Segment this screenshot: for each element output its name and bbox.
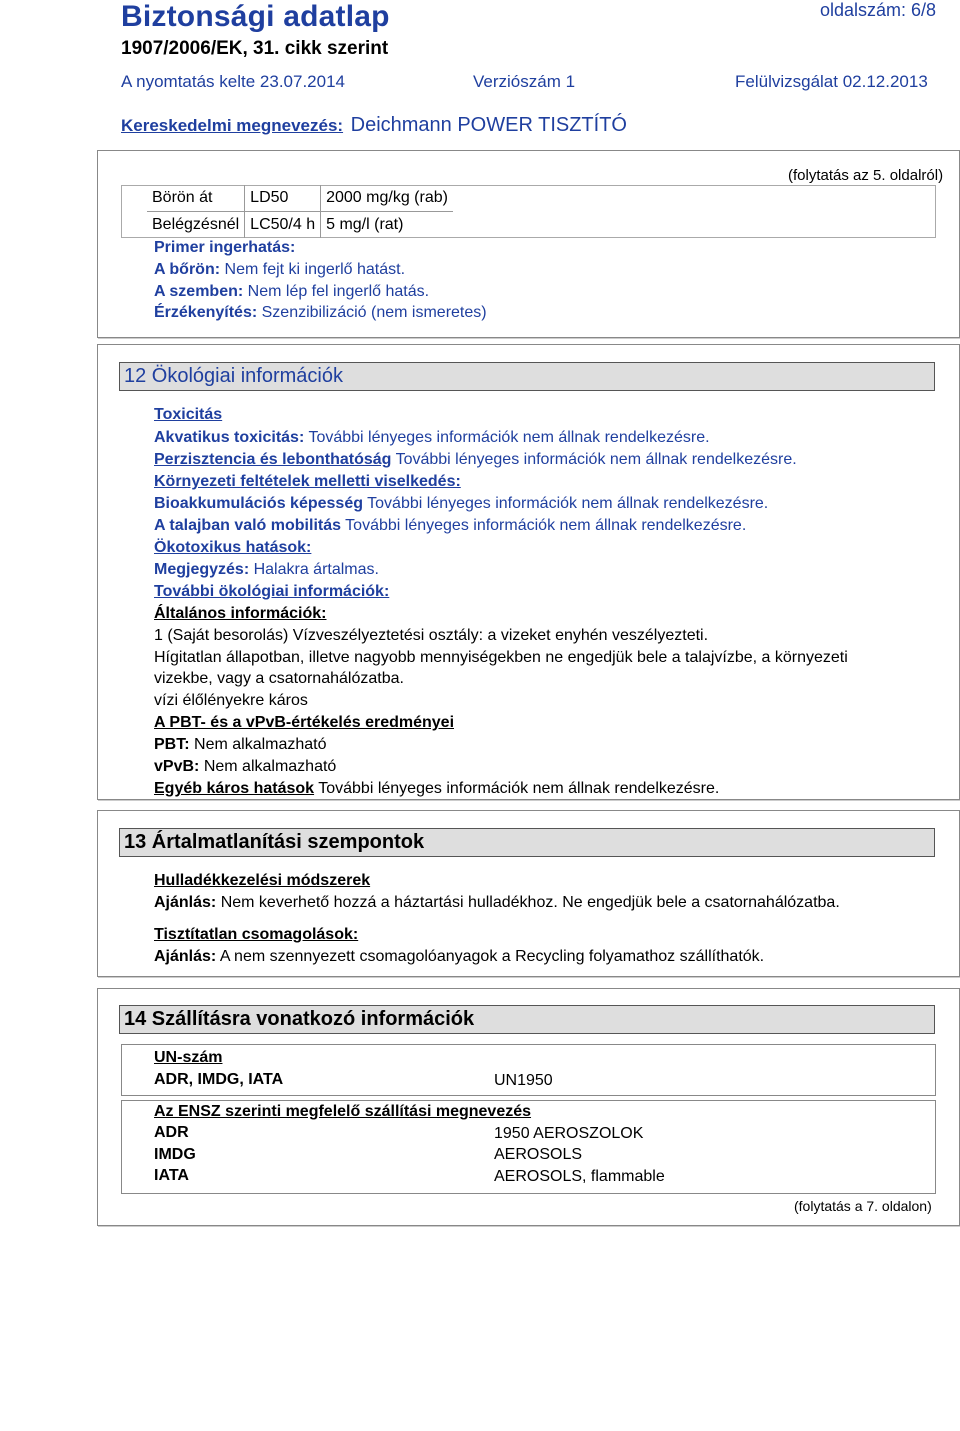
tox-route: Belégzésnél	[147, 212, 245, 239]
continued-from: (folytatás az 5. oldalról)	[788, 167, 944, 184]
recommendation-2-label: Ajánlás:	[154, 948, 217, 965]
table-row	[147, 185, 453, 212]
other-effects-label: Egyéb káros hatások	[154, 780, 315, 797]
vpvb-label: vPvB:	[154, 758, 200, 775]
bioaccumulation-line	[154, 495, 768, 513]
tox-route: Börön át	[147, 185, 245, 212]
un-number-value: UN1950	[494, 1072, 553, 1089]
un-number-label: UN-szám	[154, 1049, 223, 1066]
revision-date: Felülvizsgálat 02.12.2013	[735, 72, 928, 91]
general-info-line-4: vízi élőlényekre káros	[154, 692, 308, 709]
pbt-label: PBT:	[154, 736, 190, 753]
skin-label: A bőrön:	[154, 261, 221, 278]
trade-name-line	[121, 114, 627, 137]
section-12-heading: 12 Ökológiai információk	[119, 362, 935, 391]
eye-label: A szemben:	[154, 283, 244, 300]
further-eco-info-label: További ökológiai információk:	[154, 583, 390, 600]
recommendation-2-line	[154, 948, 764, 966]
skin-line	[154, 261, 405, 279]
continued-on: (folytatás a 7. oldalon)	[794, 1198, 932, 1214]
aquatic-label: Akvatikus toxicitás:	[154, 429, 305, 446]
eye-line	[154, 283, 429, 301]
pbt-line	[154, 736, 327, 754]
page-number: oldalszám: 6/8	[820, 0, 937, 20]
aquatic-text: További lényeges információk nem állnak rendelkezésre.	[308, 429, 710, 446]
aquatic-toxicity-line	[154, 429, 710, 447]
table-row	[147, 212, 453, 239]
pbt-heading: A PBT- és a vPvB-értékelés eredményei	[154, 714, 455, 731]
persistence-text: További lényeges információk nem állnak rendelkezésre.	[395, 451, 797, 468]
imdg-label: IMDG	[154, 1146, 196, 1163]
pbt-text: Nem alkalmazható	[194, 736, 327, 753]
recommendation-1-text: Nem keverhető hozzá a háztartási hulladékhoz. Ne engedjük bele a csatornahálózatba.	[220, 894, 840, 911]
trade-name-label: Kereskedelmi megnevezés:	[121, 116, 344, 135]
recommendation-1-label: Ajánlás:	[154, 894, 217, 911]
note-text: Halakra ártalmas.	[253, 561, 379, 578]
recommendation-1-line	[154, 894, 840, 912]
un-shipping-name-label: Az ENSZ szerinti megfelelő szállítási megnevezés	[154, 1103, 532, 1120]
persistence-line	[154, 451, 797, 469]
sensitisation-label: Érzékenyítés:	[154, 304, 258, 321]
general-info-label: Általános információk:	[154, 605, 327, 622]
sensitisation-line	[154, 304, 487, 322]
document-title: Biztonsági adatlap	[121, 0, 390, 33]
general-info-line-2: Hígitatlan állapotban, illetve nagyobb mennyiségekben ne engedjük bele a talajvízbe, a környezeti	[154, 649, 848, 666]
section-13-heading: 13 Ártalmatlanítási szempontok	[119, 828, 935, 857]
general-info-line-1: 1 (Saját besorolás) Vízveszélyeztetési osztály: a vizeket enyhén veszélyezteti.	[154, 627, 709, 644]
tox-value: 5 mg/l (rat)	[321, 212, 453, 239]
ecotoxic-effects-label: Ökotoxikus hatások:	[154, 539, 312, 556]
imdg-value: AEROSOLS	[494, 1146, 583, 1163]
tox-type: LC50/4 h	[245, 212, 321, 239]
mobility-line	[154, 517, 746, 535]
primary-irritation-label: Primer ingerhatás:	[154, 239, 296, 256]
section-14-heading: 14 Szállításra vonatkozó információk	[119, 1005, 935, 1034]
regulation-reference: 1907/2006/EK, 31. cikk szerint	[121, 38, 389, 59]
mobility-text: További lényeges információk nem állnak rendelkezésre.	[345, 517, 747, 534]
bioaccumulation-label: Bioakkumulációs képesség	[154, 495, 363, 512]
version-number: Verziószám 1	[473, 72, 576, 91]
environment-behaviour-label: Környezeti feltételek melletti viselkedés:	[154, 473, 461, 490]
skin-text: Nem fejt ki ingerlő hatást.	[224, 261, 406, 278]
un-number-modes: ADR, IMDG, IATA	[154, 1071, 284, 1088]
persistence-label: Perzisztencia és lebonthatóság	[154, 451, 392, 468]
toxicity-label: Toxicitás	[154, 406, 223, 423]
bioaccumulation-text: További lényeges információk nem állnak rendelkezésre.	[367, 495, 769, 512]
waste-methods-label: Hulladékkezelési módszerek	[154, 872, 371, 889]
note-label: Megjegyzés:	[154, 561, 250, 578]
iata-label: IATA	[154, 1167, 189, 1184]
recommendation-2-text: A nem szennyezett csomagolóanyagok a Recycling folyamathoz szállíthatók.	[219, 948, 765, 965]
tox-value: 2000 mg/kg (rab)	[321, 185, 453, 212]
trade-name: Deichmann POWER TISZTÍTÓ	[350, 114, 627, 136]
mobility-label: A talajban való mobilitás	[154, 517, 342, 534]
adr-value: 1950 AEROSZOLOK	[494, 1125, 644, 1142]
tox-type: LD50	[245, 185, 321, 212]
print-date: A nyomtatás kelte 23.07.2014	[121, 72, 345, 91]
other-effects-text: További lényeges információk nem állnak rendelkezésre.	[318, 780, 720, 797]
adr-label: ADR	[154, 1124, 189, 1141]
general-info-line-3: vizekbe, vagy a csatornahálózatba.	[154, 670, 404, 687]
other-effects-line	[154, 780, 719, 798]
note-line	[154, 561, 379, 579]
sensitisation-text: Szenzibilizáció (nem ismeretes)	[261, 304, 487, 321]
iata-value: AEROSOLS, flammable	[494, 1168, 665, 1185]
eye-text: Nem lép fel ingerlő hatás.	[247, 283, 430, 300]
vpvb-text: Nem alkalmazható	[203, 758, 337, 775]
uncleaned-packaging-label: Tisztítatlan csomagolások:	[154, 926, 359, 943]
vpvb-line	[154, 758, 336, 776]
acute-toxicity-table	[147, 185, 453, 238]
